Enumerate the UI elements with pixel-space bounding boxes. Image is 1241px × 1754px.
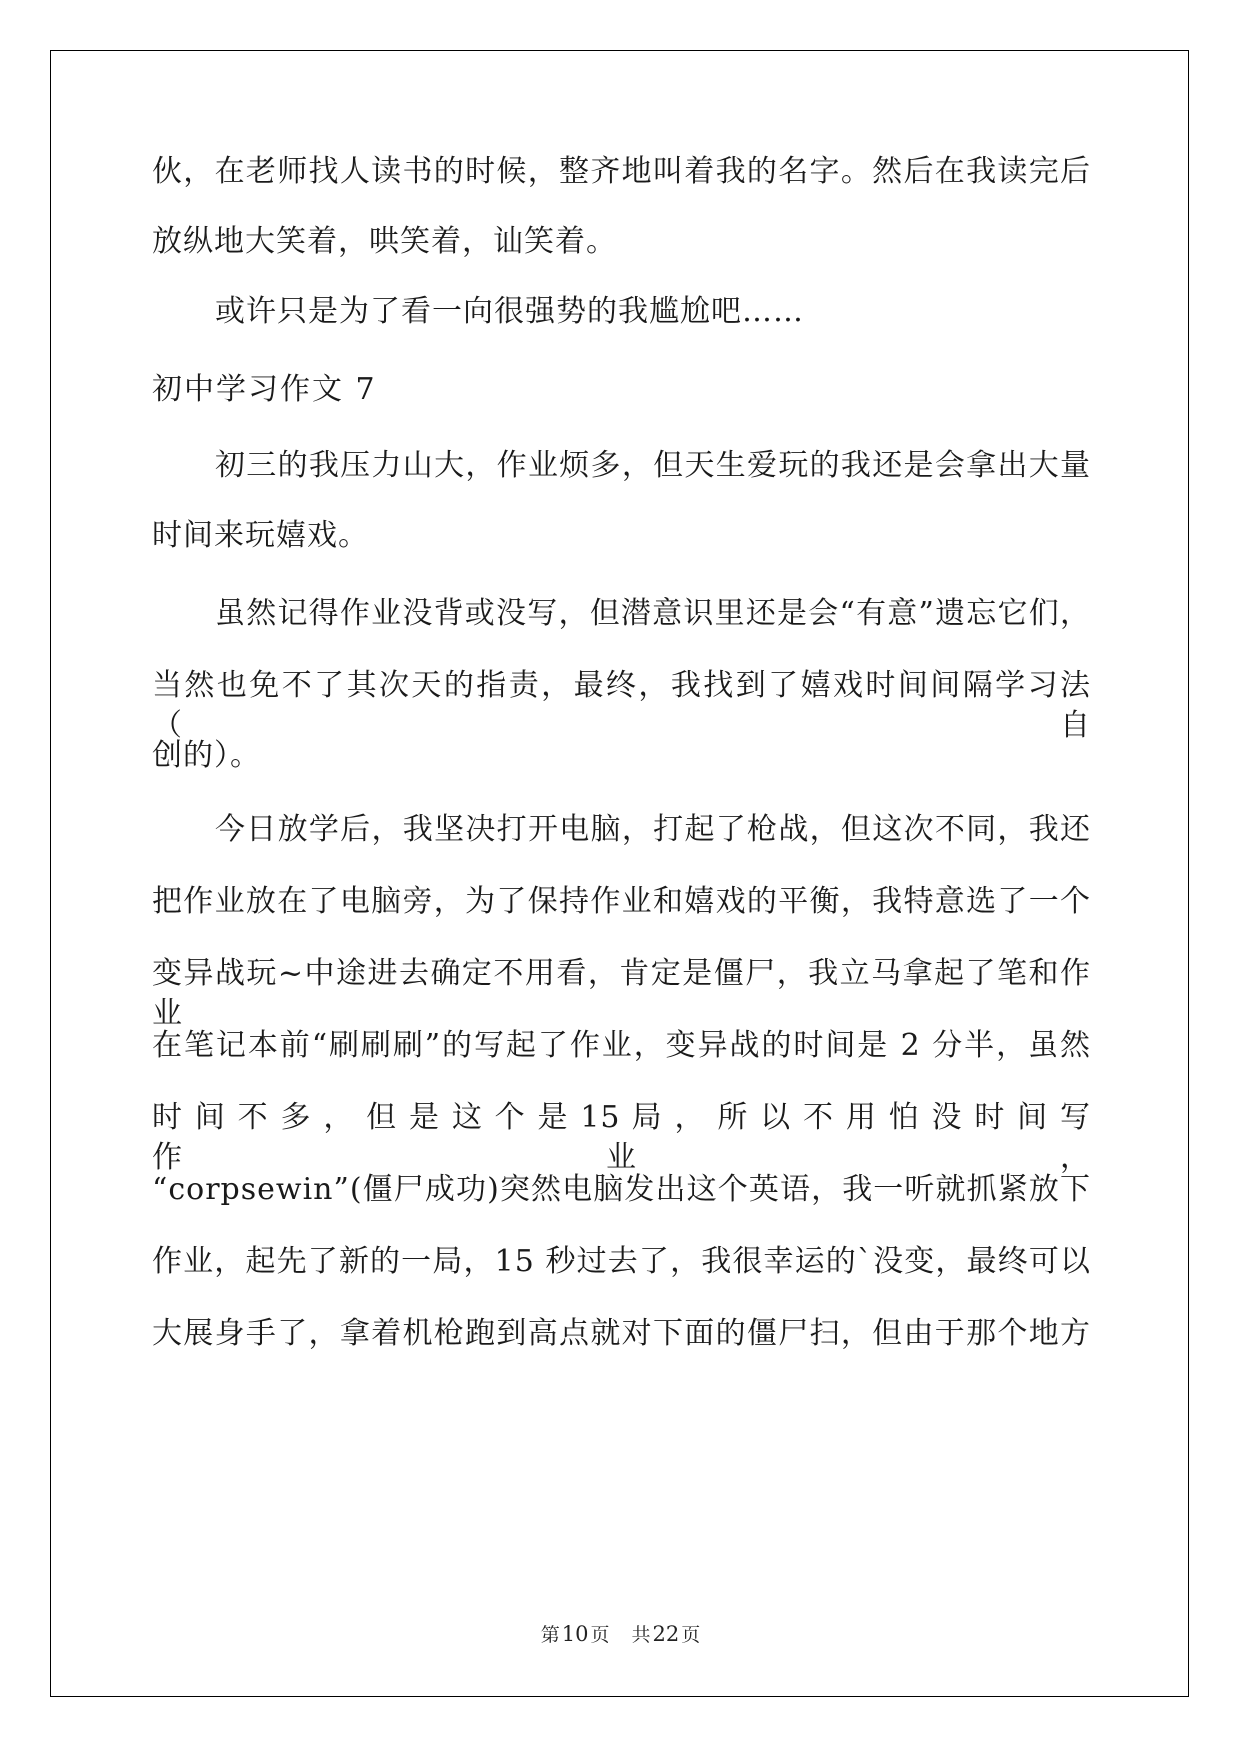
paragraph-line: 把作业放在了电脑旁，为了保持作业和嬉戏的平衡，我特意选了一个 — [152, 884, 1091, 919]
paragraph-line: 伙，在老师找人读书的时候，整齐地叫着我的名字。然后在我读完后 — [152, 154, 1091, 189]
footer-suffix: 页 — [681, 1624, 701, 1646]
paragraph-line: 大展身手了，拿着机枪跑到高点就对下面的僵尸扫，但由于那个地方 — [152, 1316, 1091, 1351]
footer-page-number: 10 — [561, 1622, 589, 1646]
paragraph-line: “corpsewin”(僵尸成功)突然电脑发出这个英语，我一听就抓紧放下 — [152, 1172, 1091, 1207]
paragraph-line: 在笔记本前“刷刷刷”的写起了作业，变异战的时间是 2 分半，虽然 — [152, 1028, 1091, 1063]
footer-prefix: 第 — [540, 1624, 560, 1646]
paragraph-line: 虽然记得作业没背或没写，但潜意识里还是会“有意”遗忘它们， — [215, 596, 1091, 631]
page-footer — [0, 1622, 1241, 1647]
paragraph-line: 或许只是为了看一向很强势的我尴尬吧…… — [215, 294, 804, 329]
paragraph-line: 创的）。 — [152, 738, 261, 773]
paragraph-line: 时 间 不 多 ， 但 是 这 个 是 15 局 ， 所 以 不 用 怕 没 时 间 写 作 业 ， — [152, 1100, 1091, 1175]
paragraph-line: 今日放学后，我坚决打开电脑，打起了枪战，但这次不同，我还 — [215, 812, 1091, 847]
paragraph-line: 时间来玩嬉戏。 — [152, 518, 369, 553]
section-heading: 初中学习作文 7 — [152, 372, 377, 407]
paragraph-line: 初三的我压力山大，作业烦多，但天生爱玩的我还是会拿出大量 — [215, 448, 1091, 483]
paragraph-line: 变异战玩~中途进去确定不用看，肯定是僵尸，我立马拿起了笔和作业 — [152, 956, 1091, 1031]
footer-page-label: 页 — [590, 1624, 610, 1646]
footer-total-prefix: 共 — [631, 1624, 651, 1646]
paragraph-line: 放纵地大笑着，哄笑着，讪笑着。 — [152, 224, 617, 259]
paragraph-line: 作业，起先了新的一局，15 秒过去了，我很幸运的`没变，最终可以 — [152, 1244, 1091, 1279]
paragraph-line: 当然也免不了其次天的指责，最终，我找到了嬉戏时间间隔学习法（自 — [152, 668, 1091, 743]
footer-total-pages: 22 — [652, 1622, 680, 1646]
